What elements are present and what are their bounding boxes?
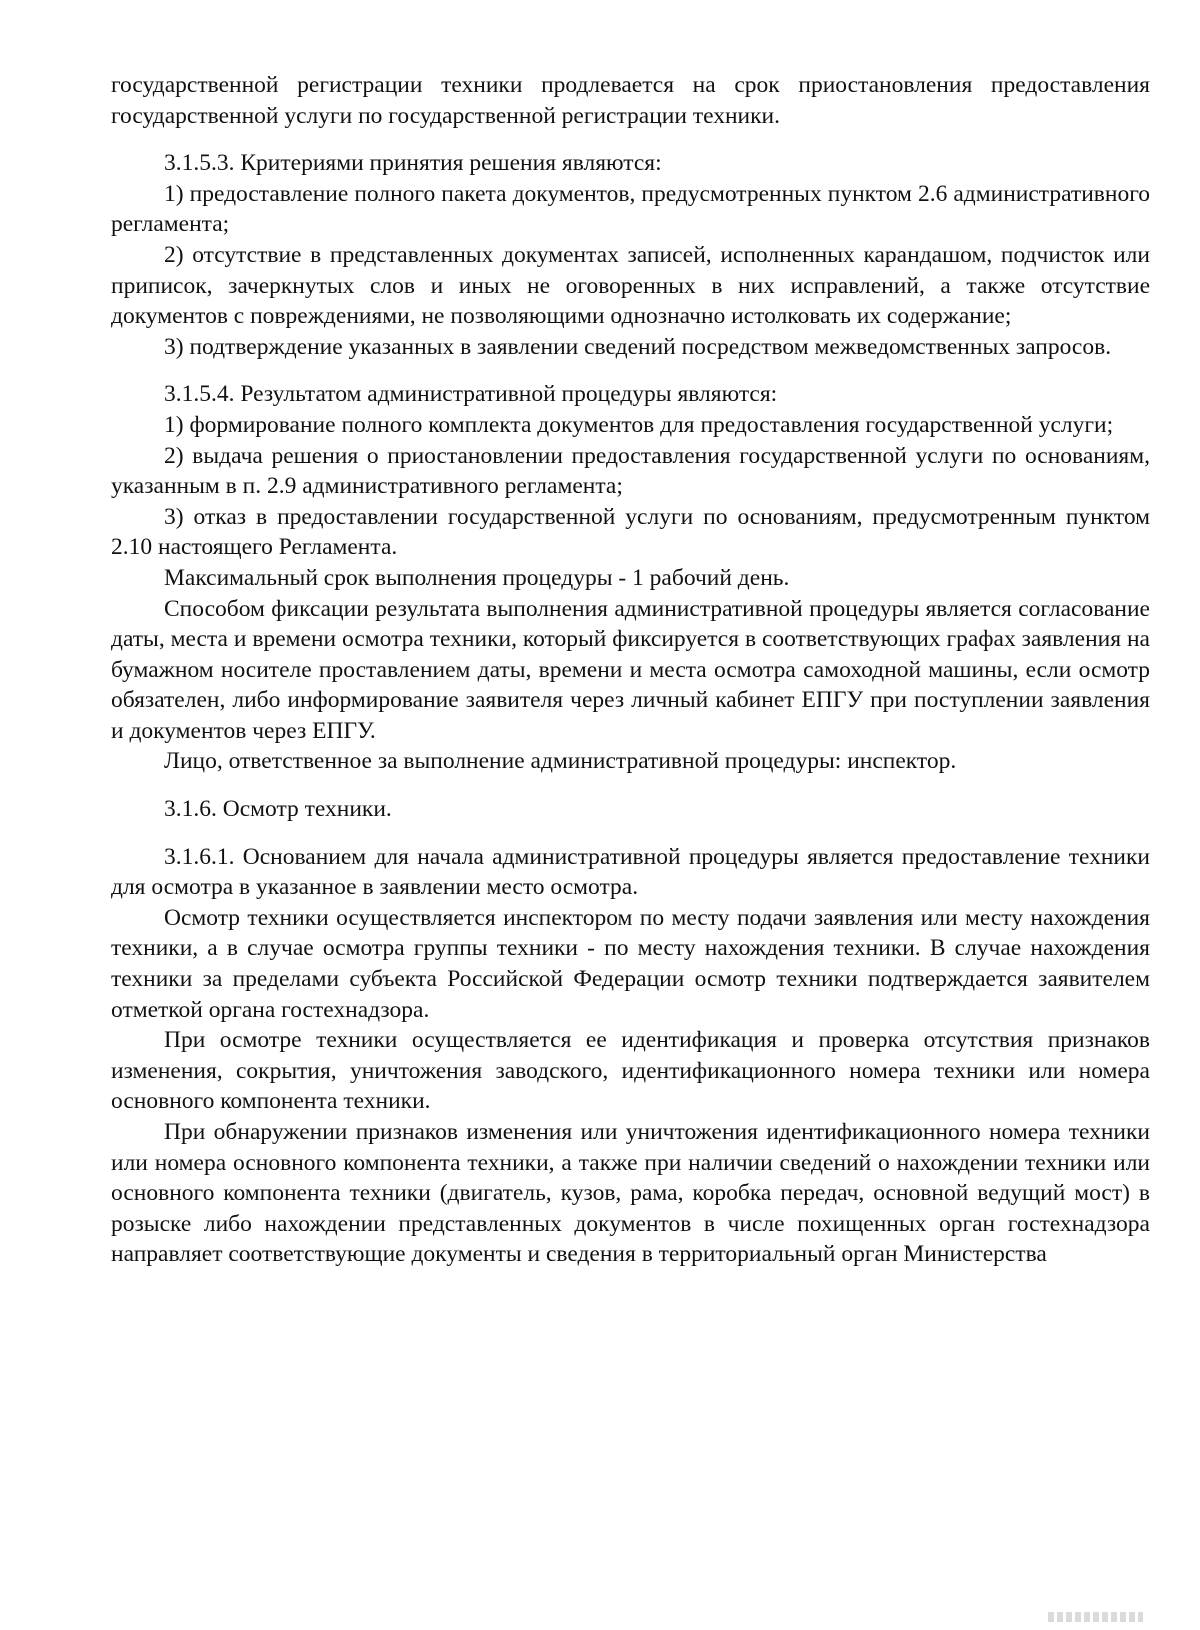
scan-artifact-mark: [1048, 1612, 1143, 1622]
section-3-1-6-heading: 3.1.6. Осмотр техники.: [164, 796, 392, 823]
document-body: [111, 70, 1150, 1270]
max-duration-paragraph: Максимальный срок выполнения процедуры - 1 рабочий день.: [164, 564, 790, 591]
paragraph-3-1-5-4-heading: 3.1.5.4. Результатом административной процедуры являются:: [164, 381, 778, 408]
responsible-person-paragraph: Лицо, ответственное за выполнение административной процедуры: инспектор.: [164, 748, 957, 775]
result-item-1: 1) формирование полного комплекта документов для предоставления государственной услуги;: [164, 411, 1114, 438]
detection-paragraph: При обнаружении признаков изменения или уничтожения идентификационного номера техники или номера основного компонента техники, а также при наличии сведений о нахождении техники или основного компонента техники (двигатель, кузов, рама, коробка передач, основной ведущий мост) в розыске либо нахождении представленных документов в числе похищенных орган гостехнадзора направляет соответствующие документы и сведения в территориальный орган Министерства: [111, 1119, 1150, 1268]
paragraph-3-1-6-1: 3.1.6.1. Основанием для начала административной процедуры является предоставление техники для осмотра в указанное в заявлении место осмотра.: [111, 843, 1150, 901]
paragraph-3-1-5-3-heading: 3.1.5.3. Критериями принятия решения являются:: [164, 150, 662, 177]
identification-paragraph: При осмотре техники осуществляется ее идентификация и проверка отсутствия признаков изменения, сокрытия, уничтожения заводского, идентификационного номера техники или номера основного компонента техники.: [111, 1027, 1150, 1115]
criteria-item-3: 3) подтверждение указанных в заявлении сведений посредством межведомственных запросов.: [164, 333, 1112, 360]
inspection-location-paragraph: Осмотр техники осуществляется инспектором по месту подачи заявления или месту нахождения техники, а в случае осмотра группы техники - по месту нахождения техники. В случае нахождения техники за пределами субъекта Российской Федерации осмотр техники подтверждается заявителем отметкой органа гостехнадзора.: [111, 904, 1150, 1023]
paragraph-continuation: государственной регистрации техники продлевается на срок приостановления предоставления государственной услуги по государственной регистрации техники.: [111, 72, 1150, 129]
fixation-method-paragraph: Способом фиксации результата выполнения административной процедуры является согласование даты, места и времени осмотра техники, который фиксируется в соответствующих графах заявления на бумажном носителе проставлением даты, времени и места осмотра самоходной машины, если осмотр обязателен, либо информирование заявителя через личный кабинет ЕПГУ при поступлении заявления и документов через ЕПГУ.: [111, 595, 1150, 744]
criteria-item-2: 2) отсутствие в представленных документах записей, исполненных карандашом, подчисток или приписок, зачеркнутых слов и иных не оговоренных в них исправлений, а также отсутствие документов с повреждениями, не позволяющими однозначно истолковать их содержание;: [111, 241, 1150, 330]
criteria-item-1: 1) предоставление полного пакета документов, предусмотренных пунктом 2.6 административного регламента;: [111, 180, 1150, 238]
result-item-2: 2) выдача решения о приостановлении предоставления государственной услуги по основаниям, указанным в п. 2.9 административного регламента;: [111, 442, 1150, 500]
result-item-3: 3) отказ в предоставлении государственной услуги по основаниям, предусмотренным пунктом 2.10 настоящего Регламента.: [111, 503, 1150, 561]
